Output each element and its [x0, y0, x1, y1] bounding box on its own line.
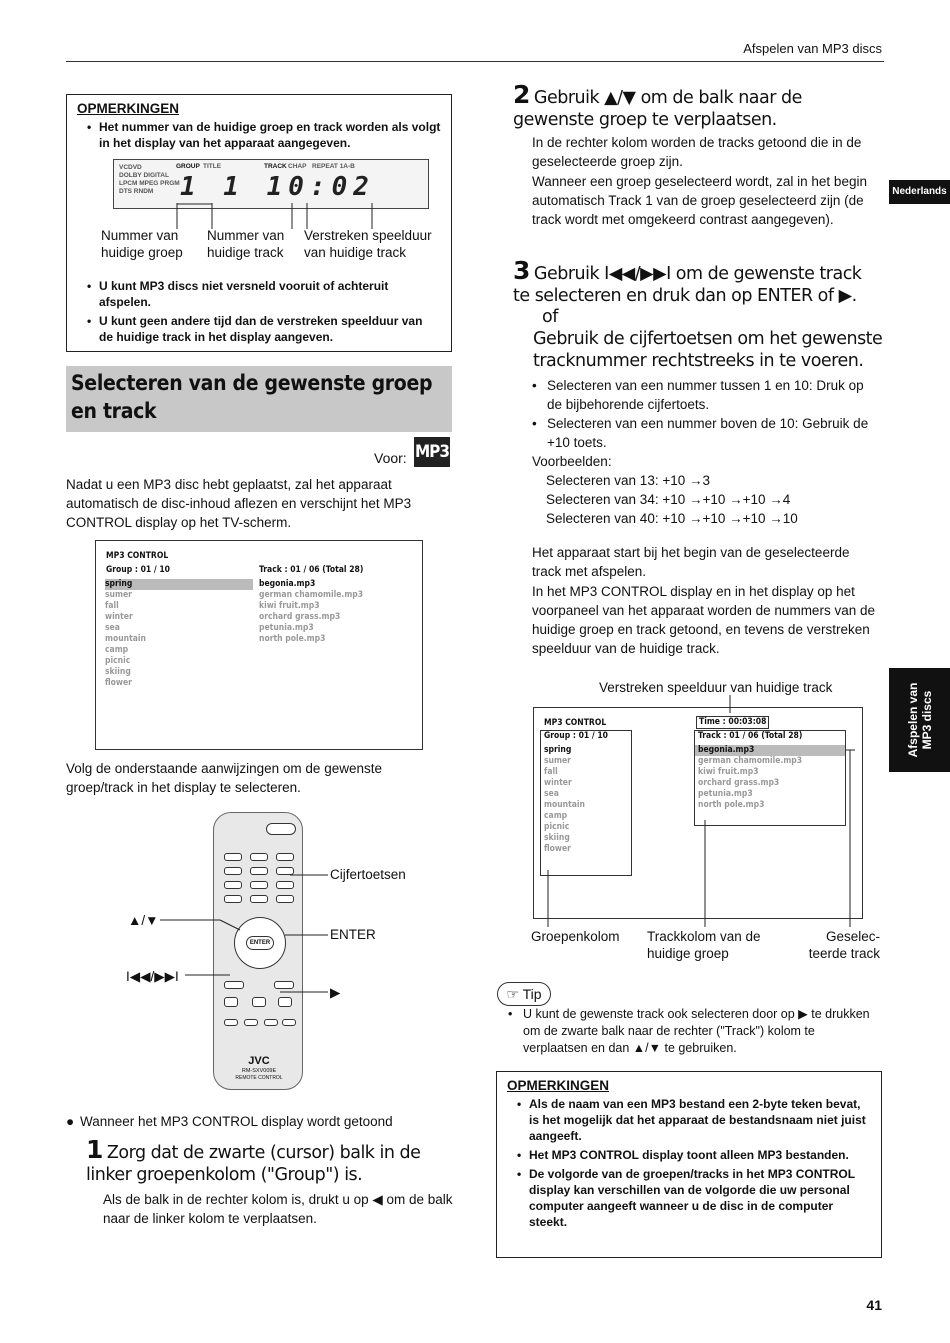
- language-tab: Nederlands: [889, 180, 950, 204]
- track-item[interactable]: petunia.mp3: [259, 623, 314, 633]
- track-item[interactable]: german chamomile.mp3: [259, 590, 364, 600]
- group-item[interactable]: skiing: [105, 667, 131, 677]
- screen-group-header: Group : 01 / 10: [544, 731, 608, 741]
- track-item[interactable]: begonia.mp3: [259, 579, 316, 589]
- example-1: Selecteren van 13: +10 →3: [546, 473, 710, 488]
- group-item[interactable]: winter: [544, 778, 572, 788]
- step-1-body: Als de balk in de rechter kolom is, drukt u op ◀ om de balk naar de linker kolom te verplaatsen.: [103, 1192, 453, 1226]
- func-key[interactable]: [264, 1019, 278, 1026]
- screen2-callout-lines: [540, 695, 860, 931]
- note-item: • Het nummer van de huidige groep en track worden als volgt in het display van het apparaat aangegeven.: [77, 119, 441, 151]
- label-elapsed: Verstreken speelduur van huidige track: [304, 228, 432, 260]
- step-1-heading: 1 Zorg dat de zwarte (cursor) balk in de linker groepenkolom ("Group") is.: [86, 1135, 421, 1185]
- display-title-label: TITLE: [203, 163, 222, 170]
- group-item[interactable]: fall: [544, 767, 558, 777]
- group-item[interactable]: picnic: [544, 822, 570, 832]
- follow-text: Volg de onderstaande aanwijzingen om de gewenste groep/track in het display te selecteren.: [66, 761, 382, 795]
- remote-model: RM-SXV009E: [241, 1068, 277, 1074]
- notes-box-1: [66, 94, 452, 352]
- intro-text: Nadat u een MP3 disc hebt geplaatst, zal het apparaat automatisch de disc-inhoud aflezen en verschijnt het MP3 CONTROL display op het TV-scherm.: [66, 477, 412, 530]
- func-key[interactable]: [224, 1019, 238, 1026]
- label-number-keys: Cijfertoetsen: [330, 867, 406, 882]
- group-list: [105, 579, 253, 689]
- track-item[interactable]: begonia.mp3: [695, 745, 845, 756]
- track-item[interactable]: german chamomile.mp3: [698, 756, 803, 766]
- note-item: • U kunt geen andere tijd dan de verstreken speelduur van de huidige track in het display aangeven.: [77, 313, 437, 345]
- track-item[interactable]: orchard grass.mp3: [259, 612, 341, 622]
- group-item[interactable]: mountain: [544, 800, 585, 810]
- display-segments: 1 1 10:02: [180, 172, 375, 202]
- label-track-number: Nummer van huidige track: [207, 228, 285, 260]
- when-text: ● Wanneer het MP3 CONTROL display wordt getoond: [66, 1114, 393, 1129]
- step-3-bullet: • Selecteren van een nummer tussen 1 en 10: Druk op de bijbehorende cijfertoets.: [532, 376, 882, 414]
- screen-track-header: Track : 01 / 06 (Total 28): [259, 565, 364, 575]
- remote-brand: JVC: [248, 1055, 270, 1067]
- bullet-icon: ●: [66, 1114, 75, 1129]
- step-2-body-2: Wanneer een groep geselecteerd wordt, zal in het begin automatisch Track 1 van de groep geselecteerd zijn (de track wordt met omgekeerd contrast aangegeven).: [532, 174, 867, 227]
- step-3-heading-2: Gebruik de cijfertoetsen om het gewenste tracknummer rechtstreeks in te voeren.: [533, 329, 883, 371]
- display-repeat-label: REPEAT 1A-B: [312, 163, 355, 170]
- group-item[interactable]: fall: [105, 601, 119, 611]
- mp3-badge: MP3: [414, 437, 450, 467]
- label-skip: I◀◀/▶▶I: [126, 969, 179, 984]
- group-item[interactable]: picnic: [105, 656, 131, 666]
- label-selected-track: Geselec- teerde track: [808, 929, 880, 961]
- label-play: ▶: [330, 985, 341, 1000]
- step-2-body: In de rechter kolom worden de tracks getoond die in de geselecteerde groep zijn.: [532, 135, 862, 169]
- display-indicators: VCDVD DOLBY DIGITAL LPCM MPEG PRGM DTS RNDM: [119, 164, 180, 195]
- func-key[interactable]: [282, 1019, 296, 1026]
- screen-title: MP3 CONTROL: [106, 551, 169, 561]
- after-text-2: In het MP3 CONTROL display en in het display op het voorpaneel van het apparaat worden de nummers van de huidige groep en track getoond, en tevens de verstreken speelduur van de huidige track.: [532, 584, 875, 656]
- remote-sub: REMOTE CONTROL: [235, 1075, 283, 1081]
- screen2-caption: Verstreken speelduur van huidige track: [599, 680, 833, 695]
- group-item[interactable]: sumer: [544, 756, 571, 766]
- track-item[interactable]: north pole.mp3: [259, 634, 326, 644]
- track-item[interactable]: north pole.mp3: [698, 800, 765, 810]
- section-title: Selecteren van de gewenste groep en track: [66, 366, 452, 432]
- unit-display: [113, 159, 429, 209]
- group-item[interactable]: sea: [105, 623, 120, 633]
- group-item[interactable]: camp: [544, 811, 568, 821]
- display-track-label: TRACK: [264, 163, 287, 170]
- notes-box-2: [496, 1071, 882, 1258]
- display-chap-label: CHAP: [288, 163, 307, 170]
- tip-text: • U kunt de gewenste track ook selecteren door op ▶ te drukken om de zwarte balk naar de rechter ("Track") kolom te verplaatsen en dan ▲/▼ te gebruiken.: [508, 1006, 882, 1057]
- label-group-column: Groepenkolom: [531, 929, 620, 944]
- track-item[interactable]: kiwi fruit.mp3: [259, 601, 320, 611]
- example-3: Selecteren van 40: +10 →+10 →+10 →10: [546, 511, 798, 526]
- step-2-heading: 2 Gebruik ▲/▼ om de balk naar de gewenste groep te verplaatsen.: [513, 80, 802, 130]
- label-enter: ENTER: [330, 927, 376, 942]
- screen-track-header: Track : 01 / 06 (Total 28): [698, 731, 803, 741]
- group-item[interactable]: sumer: [105, 590, 132, 600]
- notes-title: OPMERKINGEN: [507, 1078, 610, 1093]
- hand-icon: ☞: [506, 986, 519, 1002]
- label-track-column: Trackkolom van de huidige groep: [647, 929, 761, 961]
- group-item[interactable]: spring: [105, 579, 253, 590]
- note-item: • Het MP3 CONTROL display toont alleen MP3 bestanden.: [507, 1147, 871, 1163]
- track-list: [259, 579, 407, 645]
- step-3-bullet: • Selecteren van een nummer boven de 10: Gebruik de +10 toets.: [532, 414, 882, 452]
- label-group-number: Nummer van huidige groep: [101, 228, 183, 260]
- step-3-list: [532, 376, 882, 528]
- page-header: Afspelen van MP3 discs: [743, 41, 882, 56]
- enter-button[interactable]: ENTER: [246, 936, 274, 950]
- step-3-heading: 3 Gebruik I◀◀/▶▶I om de gewenste track te selecteren en druk dan op ENTER of ▶.: [513, 256, 862, 306]
- track-item[interactable]: petunia.mp3: [698, 789, 753, 799]
- group-item[interactable]: spring: [544, 745, 572, 755]
- after-text: Het apparaat start bij het begin van de geselecteerde track met afspelen.: [532, 545, 850, 579]
- group-item[interactable]: skiing: [544, 833, 570, 843]
- group-item[interactable]: flower: [544, 844, 571, 854]
- group-item[interactable]: sea: [544, 789, 559, 799]
- screen-time: Time : 00:03:08: [696, 716, 769, 729]
- section-tab-label: Afspelen van MP3 discs: [905, 682, 934, 758]
- group-item[interactable]: winter: [105, 612, 133, 622]
- display-group-label: GROUP: [176, 163, 200, 170]
- header-divider: [66, 61, 884, 62]
- group-item[interactable]: mountain: [105, 634, 146, 644]
- power-button[interactable]: [266, 823, 296, 835]
- func-key[interactable]: [244, 1019, 258, 1026]
- tip-badge: ☞ Tip: [497, 982, 551, 1006]
- note-item: • U kunt MP3 discs niet versneld vooruit of achteruit afspelen.: [77, 278, 437, 310]
- mp3-control-screen-1: [95, 540, 423, 750]
- note-item: • De volgorde van de groepen/tracks in het MP3 CONTROL display kan verschillen van de volgorde die uw personal computer aangeeft wanneer u de disc in de computer steekt.: [507, 1166, 871, 1230]
- screen-group-header: Group : 01 / 10: [106, 565, 170, 575]
- note-item: • Als de naam van een MP3 bestand een 2-byte teken bevat, is het mogelijk dat het apparaat de bestandsnaam niet juist aangeeft.: [507, 1096, 871, 1144]
- label-updown: ▲/▼: [128, 913, 159, 928]
- group-item[interactable]: camp: [105, 645, 129, 655]
- example-2: Selecteren van 34: +10 →+10 →+10 →4: [546, 492, 791, 507]
- step-3-or: of: [542, 307, 558, 327]
- group-item[interactable]: flower: [105, 678, 132, 688]
- notes-title: OPMERKINGEN: [77, 101, 180, 116]
- examples-label: Voorbeelden:: [532, 454, 612, 469]
- page-number: 41: [866, 1297, 882, 1313]
- screen-title: MP3 CONTROL: [544, 718, 607, 728]
- track-item[interactable]: orchard grass.mp3: [698, 778, 780, 788]
- voor-label: Voor:: [374, 450, 407, 466]
- track-item[interactable]: kiwi fruit.mp3: [698, 767, 759, 777]
- section-tab: [889, 668, 950, 772]
